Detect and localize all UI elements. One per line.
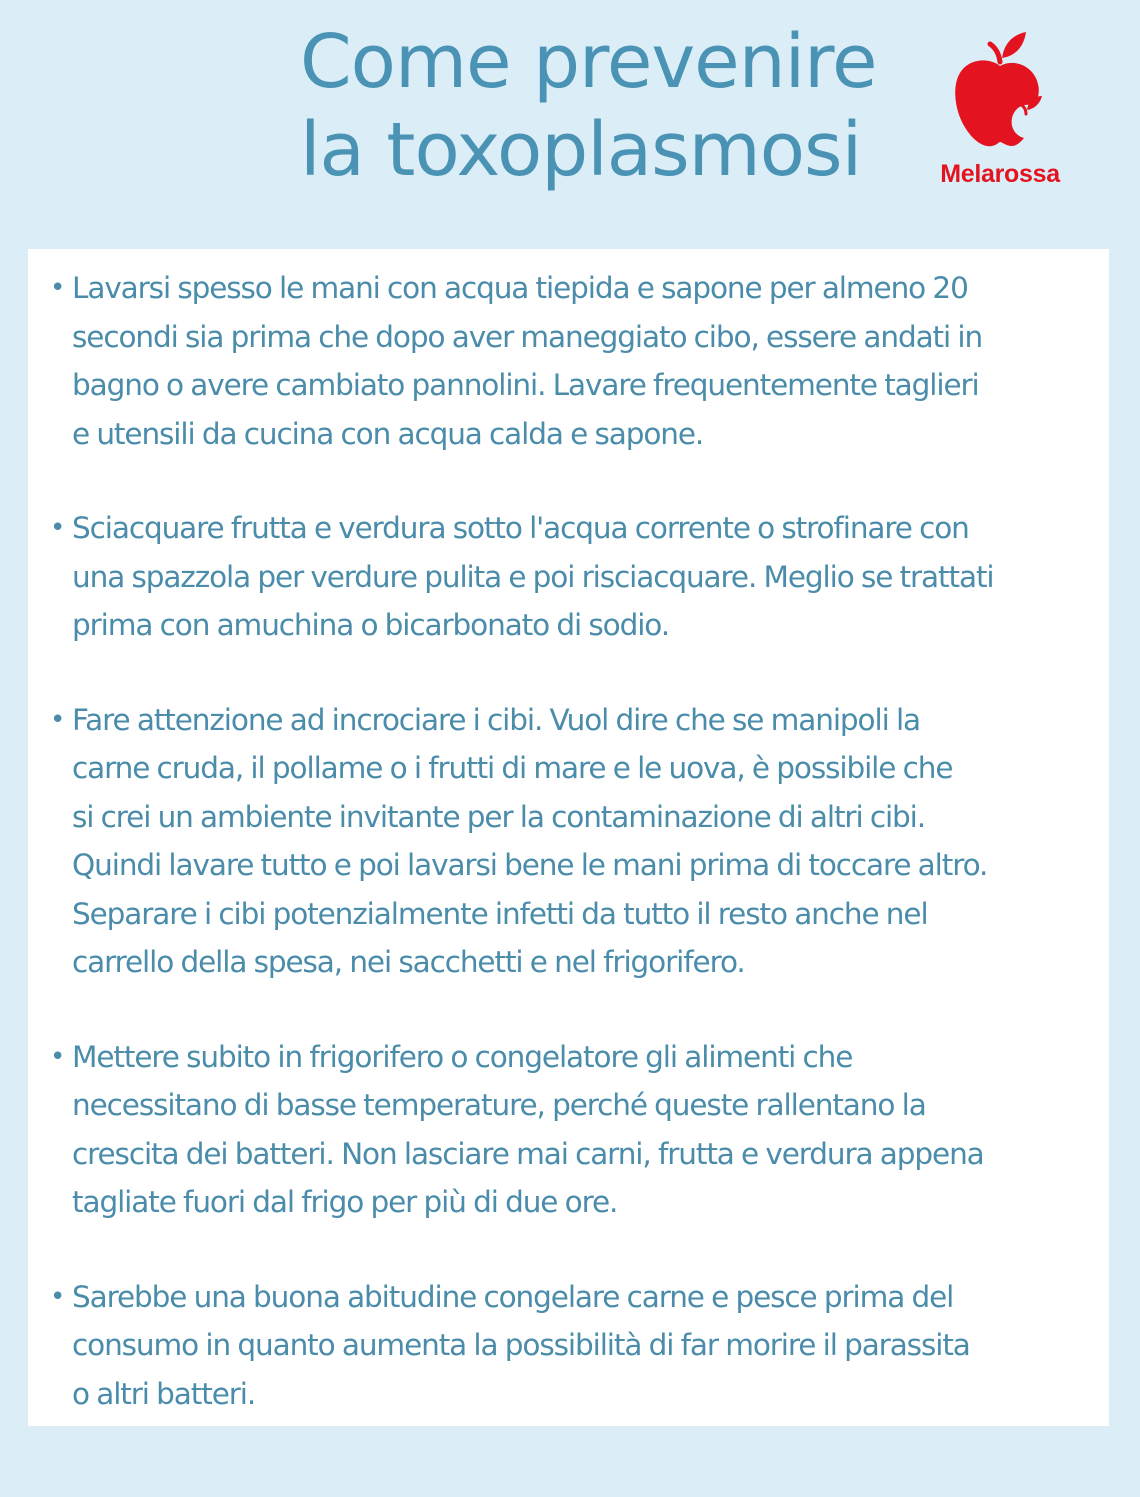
tip-text-line: o altri batteri. [72, 1376, 256, 1411]
page-title [300, 18, 900, 194]
tip-text-line: una spazzola per verdure pulita e poi risciacquare. Meglio se trattati [72, 559, 994, 594]
bullet-icon: • [50, 513, 65, 543]
tip-text-line: Mettere subito in frigorifero o congelatore gli alimenti che [72, 1039, 853, 1074]
tips-list [50, 264, 1100, 1464]
tip-item [50, 1273, 1100, 1419]
tip-text-line: consumo in quanto aumenta la possibilità di far morire il parassita [72, 1328, 970, 1362]
tip-text-line: e utensili da cucina con acqua calda e sapone. [72, 416, 704, 451]
apple-icon [950, 30, 1050, 155]
melarossa-logo [920, 30, 1080, 200]
bullet-icon: • [50, 1281, 65, 1312]
tip-text-line: carrello della spesa, nei sacchetti e nel frigorifero. [72, 945, 745, 979]
tip-text-line: Quindi lavare tutto e poi lavarsi bene le mani prima di toccare altro. [72, 848, 988, 882]
tip-item [50, 504, 1100, 650]
header [0, 0, 1140, 249]
tip-item [50, 1033, 1100, 1227]
tip-text-line: Lavarsi spesso le mani con acqua tiepida e sapone per almeno 20 [72, 271, 968, 305]
tip-text-line: Sarebbe una buona abitudine congelare carne e pesce prima del [72, 1279, 954, 1314]
bullet-icon: • [50, 273, 65, 303]
tip-text-line: bagno o avere cambiato pannolini. Lavare frequentemente taglieri [72, 368, 979, 402]
tip-text-line: secondi sia prima che dopo aver maneggiato cibo, essere andati in [72, 319, 983, 354]
tip-text-line: necessitano di basse temperature, perché queste rallentano la [72, 1088, 926, 1122]
tip-text-line: prima con amuchina o bicarbonato di sodio. [72, 608, 670, 642]
tip-text-line: Sciacquare frutta e verdura sotto l'acqua corrente o strofinare con [72, 511, 969, 545]
brand-name: Melarossa [940, 160, 1060, 188]
tip-text-line: Separare i cibi potenzialmente infetti da tutto il resto anche nel [72, 896, 928, 931]
tip-text-line: carne cruda, il pollame o i frutti di mare e le uova, è possibile che [72, 751, 953, 785]
tip-text-line: crescita dei batteri. Non lasciare mai carni, frutta e verdura appena [72, 1136, 984, 1171]
tip-text-line: tagliate fuori dal frigo per più di due ore. [72, 1185, 618, 1219]
title-line-2: la toxoplasmosi [300, 107, 862, 193]
bullet-icon: • [50, 1041, 65, 1072]
tip-text-line: si crei un ambiente invitante per la contaminazione di altri cibi. [72, 799, 926, 834]
bullet-icon: • [50, 704, 65, 735]
tip-item [50, 264, 1100, 458]
tip-text-line: Fare attenzione ad incrociare i cibi. Vuol dire che se manipoli la [72, 702, 921, 737]
tips-card [28, 249, 1109, 1426]
tip-item [50, 696, 1100, 987]
title-line-1: Come prevenire [300, 19, 877, 105]
